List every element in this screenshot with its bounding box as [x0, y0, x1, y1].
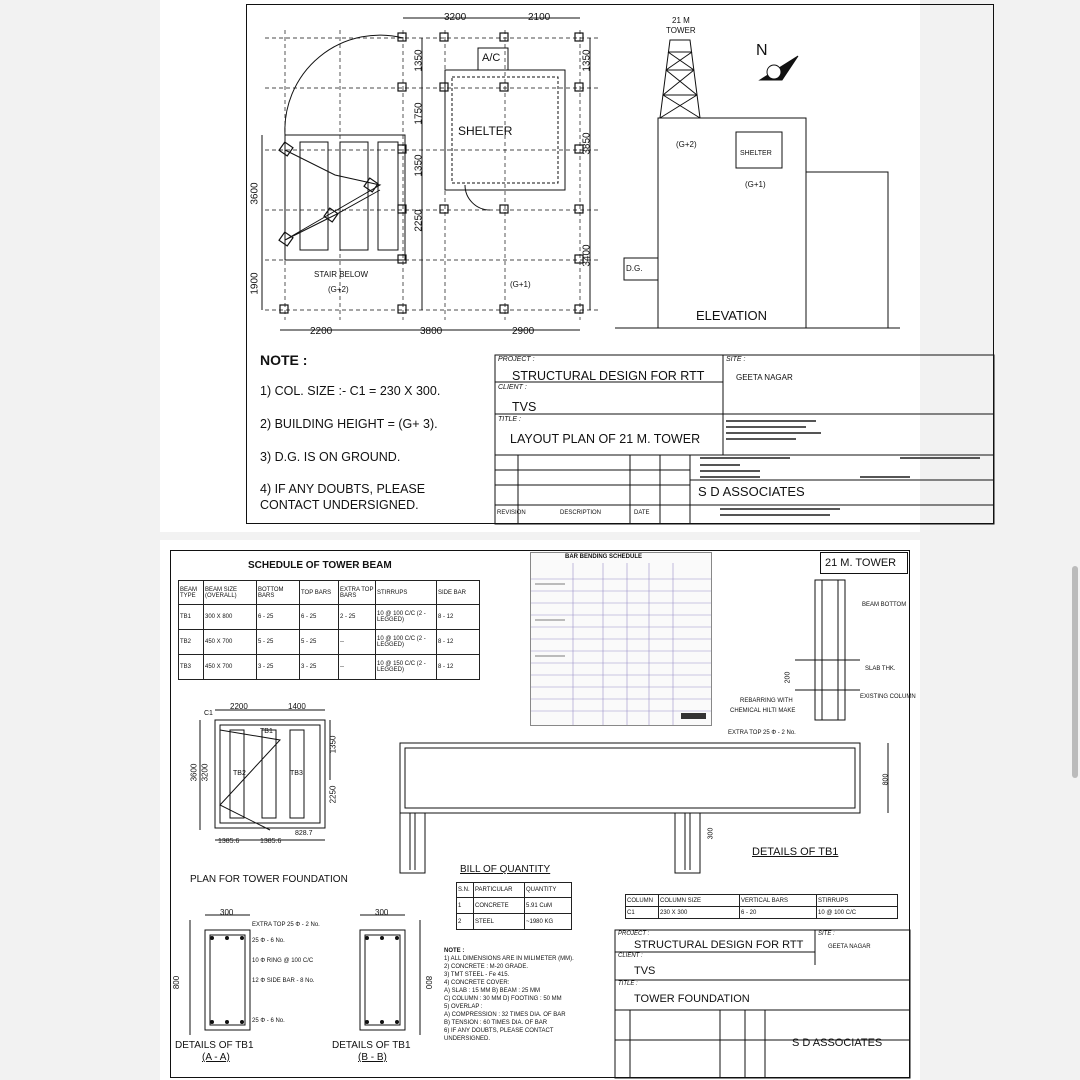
- bottom-site-label: SITE :: [818, 931, 835, 937]
- schedule-cell: 450 X 700: [204, 655, 257, 680]
- foundation-dim-bottom-1: 1385.6: [218, 838, 240, 845]
- bottom-drawing-title: TOWER FOUNDATION: [634, 993, 750, 1005]
- section-b-title: DETAILS OF TB1: [332, 1040, 411, 1051]
- note-1: 1) COL. SIZE :- C1 = 230 X 300.: [260, 384, 441, 398]
- schedule-cell: 8 - 12: [437, 605, 480, 630]
- plan-bottom-dim-2: 3800: [420, 326, 443, 337]
- bottom-note-9: B) TENSION : 60 TIMES DIA. OF BAR: [444, 1020, 548, 1026]
- boq-header: PARTICULAR: [474, 883, 525, 898]
- client-label: CLIENT :: [498, 384, 527, 391]
- foundation-left-dim-2: 3200: [200, 763, 210, 782]
- tower-label-2: TOWER: [666, 26, 696, 35]
- plan-top-dim-1: 3200: [444, 12, 467, 23]
- section-a-label-2: 25 Φ - 6 No.: [252, 938, 285, 944]
- note-4: 4) IF ANY DOUBTS, PLEASE: [260, 482, 426, 496]
- schedule-cell: 10 @ 100 C/C (2 - LEGGED): [376, 630, 437, 655]
- foundation-right-dim-2: 2250: [328, 785, 338, 804]
- bottom-note-6: C) COLUMN : 30 MM D) FOOTING : 50 MM: [444, 996, 562, 1002]
- plan-bottom-dim-3: 2900: [512, 326, 535, 337]
- schedule-cell: 8 - 12: [437, 630, 480, 655]
- schedule-header: BEAM SIZE (OVERALL): [204, 581, 257, 605]
- bottom-note-1: 1) ALL DIMENSIONS ARE IN MILIMETER (MM).: [444, 956, 574, 962]
- client-name: TVS: [512, 400, 537, 414]
- schedule-header: SIDE BAR: [437, 581, 480, 605]
- beam-label-tb2: TB2: [233, 770, 246, 777]
- elevation-title: ELEVATION: [696, 308, 768, 323]
- revision-label: REVISION: [497, 510, 526, 516]
- section-a-height: 800: [172, 975, 182, 990]
- site-name: GEETA NAGAR: [736, 373, 793, 382]
- boq-cell: 1: [457, 898, 474, 914]
- column-table-cell: 10 @ 100 C/C: [817, 907, 898, 919]
- foundation-right-dim-1: 1350: [328, 735, 338, 754]
- bottom-notes-heading: NOTE :: [444, 948, 465, 954]
- boq-cell: ~1980 KG: [525, 914, 572, 930]
- beam-bottom-label: BEAM BOTTOM: [862, 602, 907, 608]
- description-label: DESCRIPTION: [560, 510, 602, 516]
- schedule-cell: TB3: [179, 655, 204, 680]
- schedule-cell: 3 - 25: [300, 655, 339, 680]
- plan-mid-dim-4: 2250: [413, 209, 425, 232]
- beam-label-tb3: TB3: [290, 770, 303, 777]
- elevation-shelter-label: SHELTER: [740, 150, 772, 157]
- foundation-dim-bottom-3: 828.7: [295, 830, 313, 837]
- bottom-title-label: TITLE :: [618, 981, 638, 987]
- shelter-plan-label: SHELTER: [458, 124, 513, 138]
- foundation-dim-top-1: 2200: [230, 702, 248, 711]
- bottom-note-3: 3) TMT STEEL - Fe 415.: [444, 972, 510, 978]
- section-a-label-4: 12 Φ SIDE BAR - 8 No.: [252, 978, 315, 984]
- north-label: N: [756, 42, 768, 59]
- boq-cell: 5.91 CuM: [525, 898, 572, 914]
- schedule-cell: 2 - 25: [339, 605, 376, 630]
- section-a-label-5: 25 Φ - 6 No.: [252, 1018, 285, 1024]
- stair-floor-label: (G+2): [328, 285, 349, 294]
- column-table-header: COLUMN: [626, 895, 659, 907]
- note-2: 2) BUILDING HEIGHT = (G+ 3).: [260, 417, 438, 431]
- section-a-title: DETAILS OF TB1: [175, 1040, 254, 1051]
- plan-right-dim-2: 3850: [581, 132, 593, 155]
- schedule-cell: 6 - 25: [257, 605, 300, 630]
- foundation-dim-bottom-2: 1385.6: [260, 838, 282, 845]
- schedule-cell: 10 @ 100 C/C (2 - LEGGED): [376, 605, 437, 630]
- schedule-header: TOP BARS: [300, 581, 339, 605]
- schedule-cell: --: [339, 630, 376, 655]
- plan-left-dim-1: 3600: [249, 182, 261, 205]
- column-table-cell: 230 X 300: [659, 907, 740, 919]
- boq-header: QUANTITY: [525, 883, 572, 898]
- beam-dim-800: 800: [882, 773, 890, 786]
- section-a-width: 300: [220, 908, 234, 917]
- project-label: PROJECT :: [498, 356, 535, 363]
- schedule-header: STIRRUPS: [376, 581, 437, 605]
- boq-header: S.N.: [457, 883, 474, 898]
- plan-right-dim-3: 3400: [581, 244, 593, 267]
- top-drawing-sheet: [160, 0, 920, 532]
- bottom-site-name: GEETA NAGAR: [828, 944, 871, 950]
- section-b-height: 800: [424, 975, 434, 990]
- section-a-label-1: EXTRA TOP 25 Φ - 2 No.: [252, 922, 320, 928]
- plan-left-dim-2: 1900: [249, 272, 261, 295]
- column-table-header: COLUMN SIZE: [659, 895, 740, 907]
- tower-label-1: 21 M: [672, 16, 690, 25]
- column-table: [625, 894, 898, 919]
- dg-label: D.G.: [626, 264, 643, 273]
- bottom-note-11: UNDERSIGNED.: [444, 1036, 491, 1042]
- plan-mid-dim-1: 1350: [413, 49, 425, 72]
- section-a-label-3: 10 Φ RING @ 100 C/C: [252, 958, 314, 964]
- schedule-header: EXTRA TOP BARS: [339, 581, 376, 605]
- note-5: CONTACT UNDERSIGNED.: [260, 498, 419, 512]
- bottom-note-2: 2) CONCRETE : M-20 GRADE.: [444, 964, 529, 970]
- existing-column-label: EXISTING COLUMN: [860, 694, 916, 700]
- section-b-width: 300: [375, 908, 389, 917]
- site-label: SITE :: [726, 356, 746, 363]
- boq-table: [456, 882, 572, 930]
- hilti-label: CHEMICAL HILTI MAKE: [730, 708, 796, 714]
- plan-mid-dim-3: 1350: [413, 154, 425, 177]
- beam-detail-title: DETAILS OF TB1: [752, 846, 839, 858]
- schedule-cell: TB2: [179, 630, 204, 655]
- schedule-cell: 6 - 25: [300, 605, 339, 630]
- bar-bending-title: BAR BENDING SCHEDULE: [565, 554, 643, 560]
- boq-cell: CONCRETE: [474, 898, 525, 914]
- bottom-firm-name: S D ASSOCIATES: [792, 1037, 883, 1049]
- schedule-cell: 5 - 25: [300, 630, 339, 655]
- plan-mid-dim-2: 1750: [413, 102, 425, 125]
- schedule-header: BEAM TYPE: [179, 581, 204, 605]
- drawing-title: LAYOUT PLAN OF 21 M. TOWER: [510, 432, 701, 446]
- column-table-cell: 6 - 20: [740, 907, 817, 919]
- stair-below-label: STAIR BELOW: [314, 270, 369, 279]
- schedule-cell: --: [339, 655, 376, 680]
- project-name: STRUCTURAL DESIGN FOR RTT: [512, 369, 705, 383]
- bottom-note-5: A) SLAB : 15 MM B) BEAM : 25 MM: [444, 988, 541, 994]
- bottom-client-name: TVS: [634, 965, 656, 977]
- foundation-dim-top-2: 1400: [288, 702, 306, 711]
- beam-dim-200: 200: [784, 671, 792, 684]
- column-table-header: STIRRUPS: [817, 895, 898, 907]
- firm-name: S D ASSOCIATES: [698, 484, 805, 499]
- schedule-cell: 300 X 800: [204, 605, 257, 630]
- boq-title: BILL OF QUANTITY: [460, 864, 551, 875]
- column-table-header: VERTICAL BARS: [740, 895, 817, 907]
- bottom-note-7: 5) OVERLAP :: [444, 1004, 483, 1010]
- schedule-cell: 3 - 25: [257, 655, 300, 680]
- note-3: 3) D.G. IS ON GROUND.: [260, 450, 401, 464]
- section-b-subtitle: (B - B): [358, 1052, 387, 1063]
- section-a-subtitle: (A - A): [202, 1052, 230, 1063]
- bottom-note-4: 4) CONCRETE COVER:: [444, 980, 510, 986]
- foundation-left-dim-1: 3600: [189, 763, 199, 782]
- notes-heading: NOTE :: [260, 352, 308, 368]
- bottom-note-8: A) COMPRESSION : 32 TIMES DIA. OF BAR: [444, 1012, 566, 1018]
- plan-bottom-dim-1: 2200: [310, 326, 333, 337]
- bottom-client-label: CLIENT :: [618, 953, 643, 959]
- column-table-cell: C1: [626, 907, 659, 919]
- foundation-title: PLAN FOR TOWER FOUNDATION: [190, 874, 348, 885]
- schedule-cell: 8 - 12: [437, 655, 480, 680]
- date-label: DATE: [634, 510, 650, 516]
- bottom-drawing-sheet: [160, 540, 920, 1080]
- schedule-title: SCHEDULE OF TOWER BEAM: [248, 560, 392, 571]
- ac-label: A/C: [482, 52, 501, 64]
- bottom-project-label: PROJECT :: [618, 931, 650, 937]
- column-label-c1: C1: [204, 710, 213, 717]
- bottom-note-10: 6) IF ANY DOUBTS, PLEASE CONTACT: [444, 1028, 554, 1034]
- boq-cell: 2: [457, 914, 474, 930]
- plan-right-dim-1: 1350: [581, 49, 593, 72]
- page-scrollbar[interactable]: [1072, 566, 1078, 778]
- elevation-g2-label: (G+2): [676, 140, 697, 149]
- schedule-cell: 450 X 700: [204, 630, 257, 655]
- plan-top-dim-2: 2100: [528, 12, 551, 23]
- elevation-g1-label: (G+1): [745, 180, 766, 189]
- schedule-cell: 10 @ 150 C/C (2 - LEGGED): [376, 655, 437, 680]
- boq-cell: STEEL: [474, 914, 525, 930]
- schedule-cell: 5 - 25: [257, 630, 300, 655]
- slab-thk-label: SLAB THK.: [865, 666, 896, 672]
- beam-label-tb1: TB1: [260, 728, 273, 735]
- extra-top-label: EXTRA TOP 25 Φ - 2 No.: [728, 730, 796, 736]
- g1-plan-label: (G+1): [510, 280, 531, 289]
- beam-dim-300: 300: [707, 827, 715, 840]
- bottom-project-name: STRUCTURAL DESIGN FOR RTT: [634, 939, 804, 951]
- schedule-cell: TB1: [179, 605, 204, 630]
- title-label: TITLE :: [498, 416, 521, 423]
- schedule-header: BOTTOM BARS: [257, 581, 300, 605]
- tower-label: 21 M. TOWER: [825, 557, 897, 569]
- rebarring-label: REBARRING WITH: [740, 698, 793, 704]
